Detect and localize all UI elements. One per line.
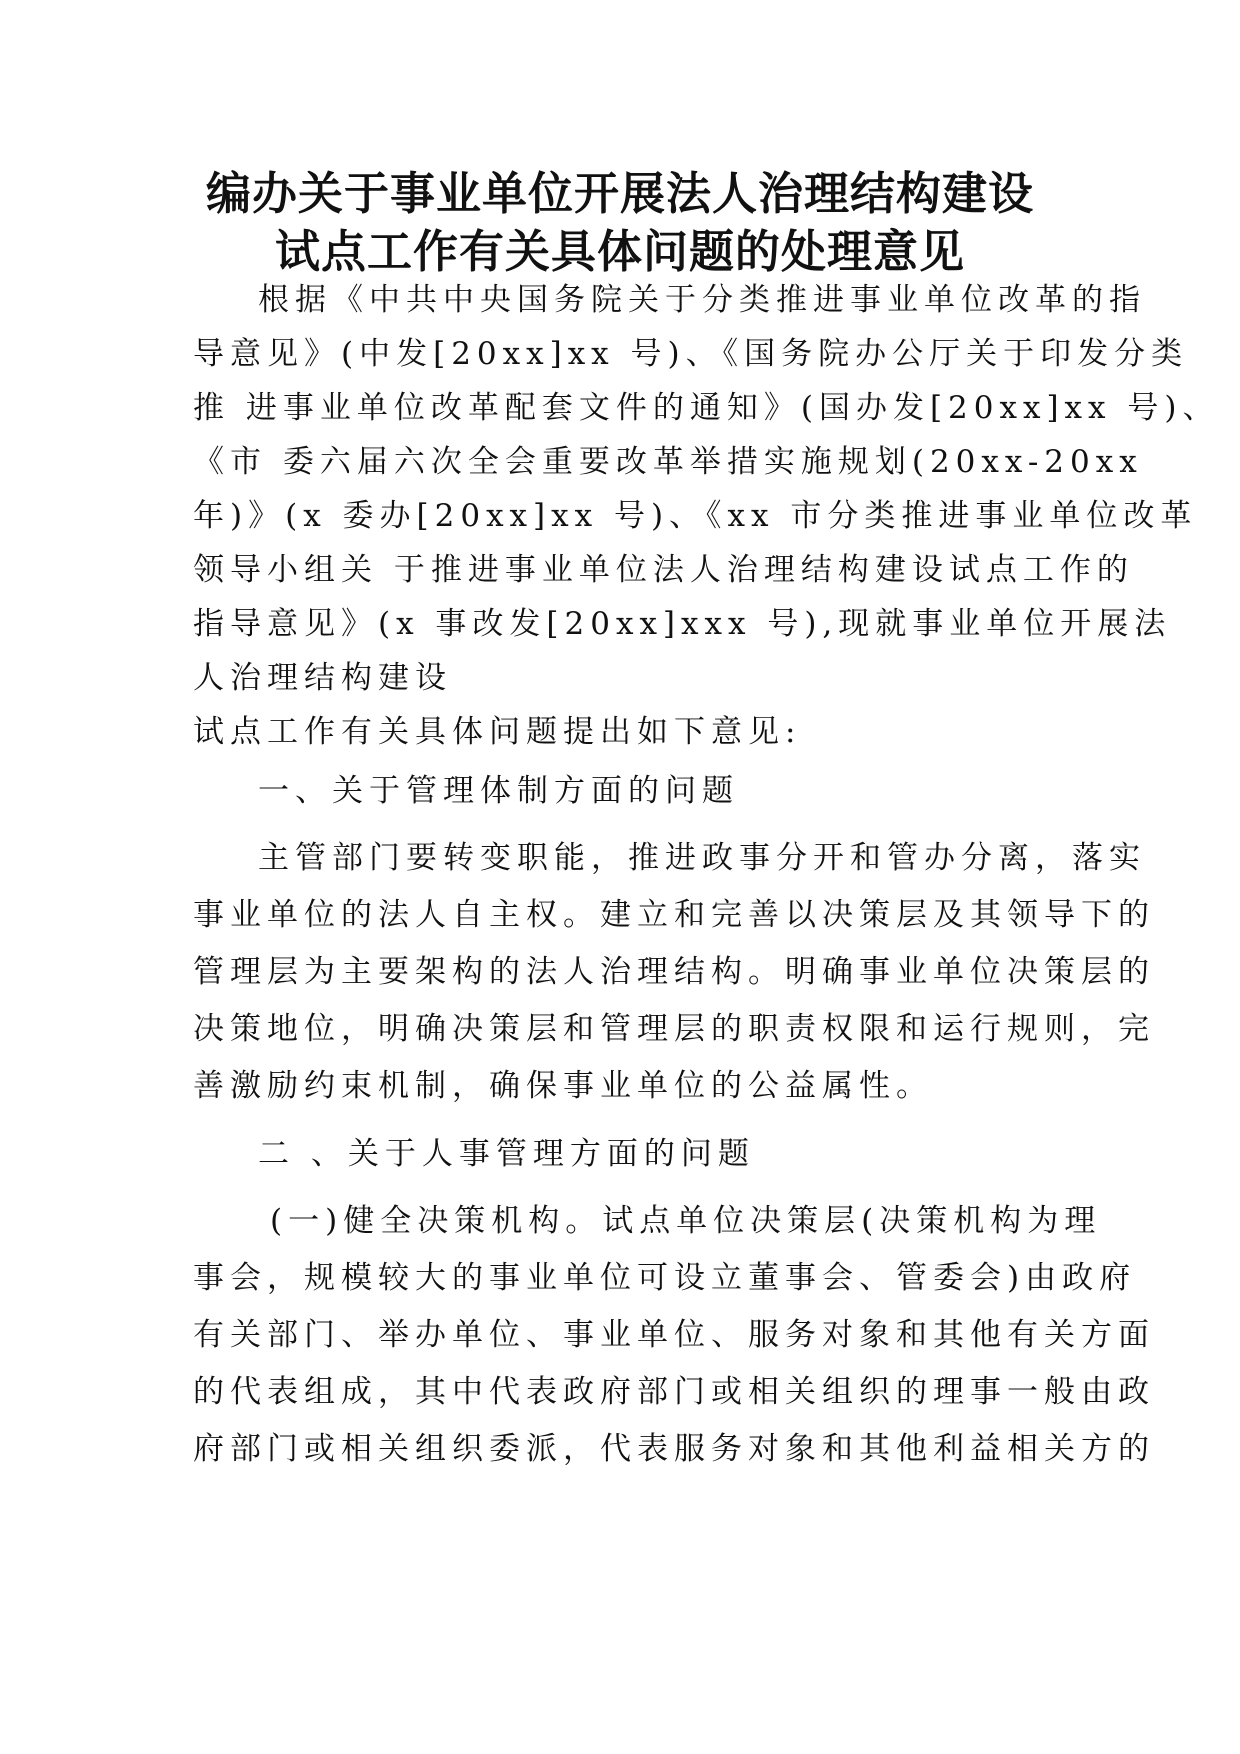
section1-line: 事业单位的法人自主权。建立和完善以决策层及其领导下的 <box>193 897 1155 933</box>
section2-line: (一)健全决策机构。试点单位决策层(决策机构为理 <box>270 1203 1102 1239</box>
intro-line: 试点工作有关具体问题提出如下意见: <box>193 714 802 750</box>
document-title-line-1: 编办关于事业单位开展法人治理结构建设 <box>205 167 1034 220</box>
intro-line: 年)》(x 委办[20xx]xx 号)、《xx 市分类推进事业单位改革 <box>193 498 1198 534</box>
section1-line: 主管部门要转变职能，推进政事分开和管办分离，落实 <box>258 840 1146 876</box>
section1-line: 管理层为主要架构的法人治理结构。明确事业单位决策层的 <box>193 954 1155 990</box>
document-title-line-2: 试点工作有关具体问题的处理意见 <box>274 225 965 278</box>
section1-line: 决策地位，明确决策层和管理层的职责权限和运行规则，完 <box>193 1011 1155 1047</box>
section1-line: 善激励约束机制，确保事业单位的公益属性。 <box>193 1068 933 1104</box>
intro-line: 领导小组关 于推进事业单位法人治理结构建设试点工作的 <box>193 552 1134 588</box>
section2-line: 的代表组成，其中代表政府部门或相关组织的理事一般由政 <box>193 1374 1155 1410</box>
intro-line: 导意见》(中发[20xx]xx 号)、《国务院办公厅关于印发分类 <box>193 336 1189 372</box>
intro-line: 人治理结构建设 <box>193 660 452 696</box>
intro-line: 推 进事业单位改革配套文件的通知》(国办发[20xx]xx 号)、 <box>193 390 1220 426</box>
section2-line: 有关部门、举办单位、事业单位、服务对象和其他有关方面 <box>193 1317 1155 1353</box>
section-heading-1: 一、关于管理体制方面的问题 <box>258 773 739 809</box>
section-heading-2: 二 、关于人事管理方面的问题 <box>258 1136 755 1172</box>
intro-line: 指导意见》(x 事改发[20xx]xxx 号),现就事业单位开展法 <box>193 606 1172 642</box>
intro-line: 《市 委六届六次全会重要改革举措实施规划(20xx-20xx <box>193 444 1143 480</box>
intro-line: 根据《中共中央国务院关于分类推进事业单位改革的指 <box>258 282 1146 318</box>
section2-line: 府部门或相关组织委派，代表服务对象和其他利益相关方的 <box>193 1431 1155 1467</box>
section2-line: 事会，规模较大的事业单位可设立董事会、管委会)由政府 <box>193 1260 1137 1296</box>
